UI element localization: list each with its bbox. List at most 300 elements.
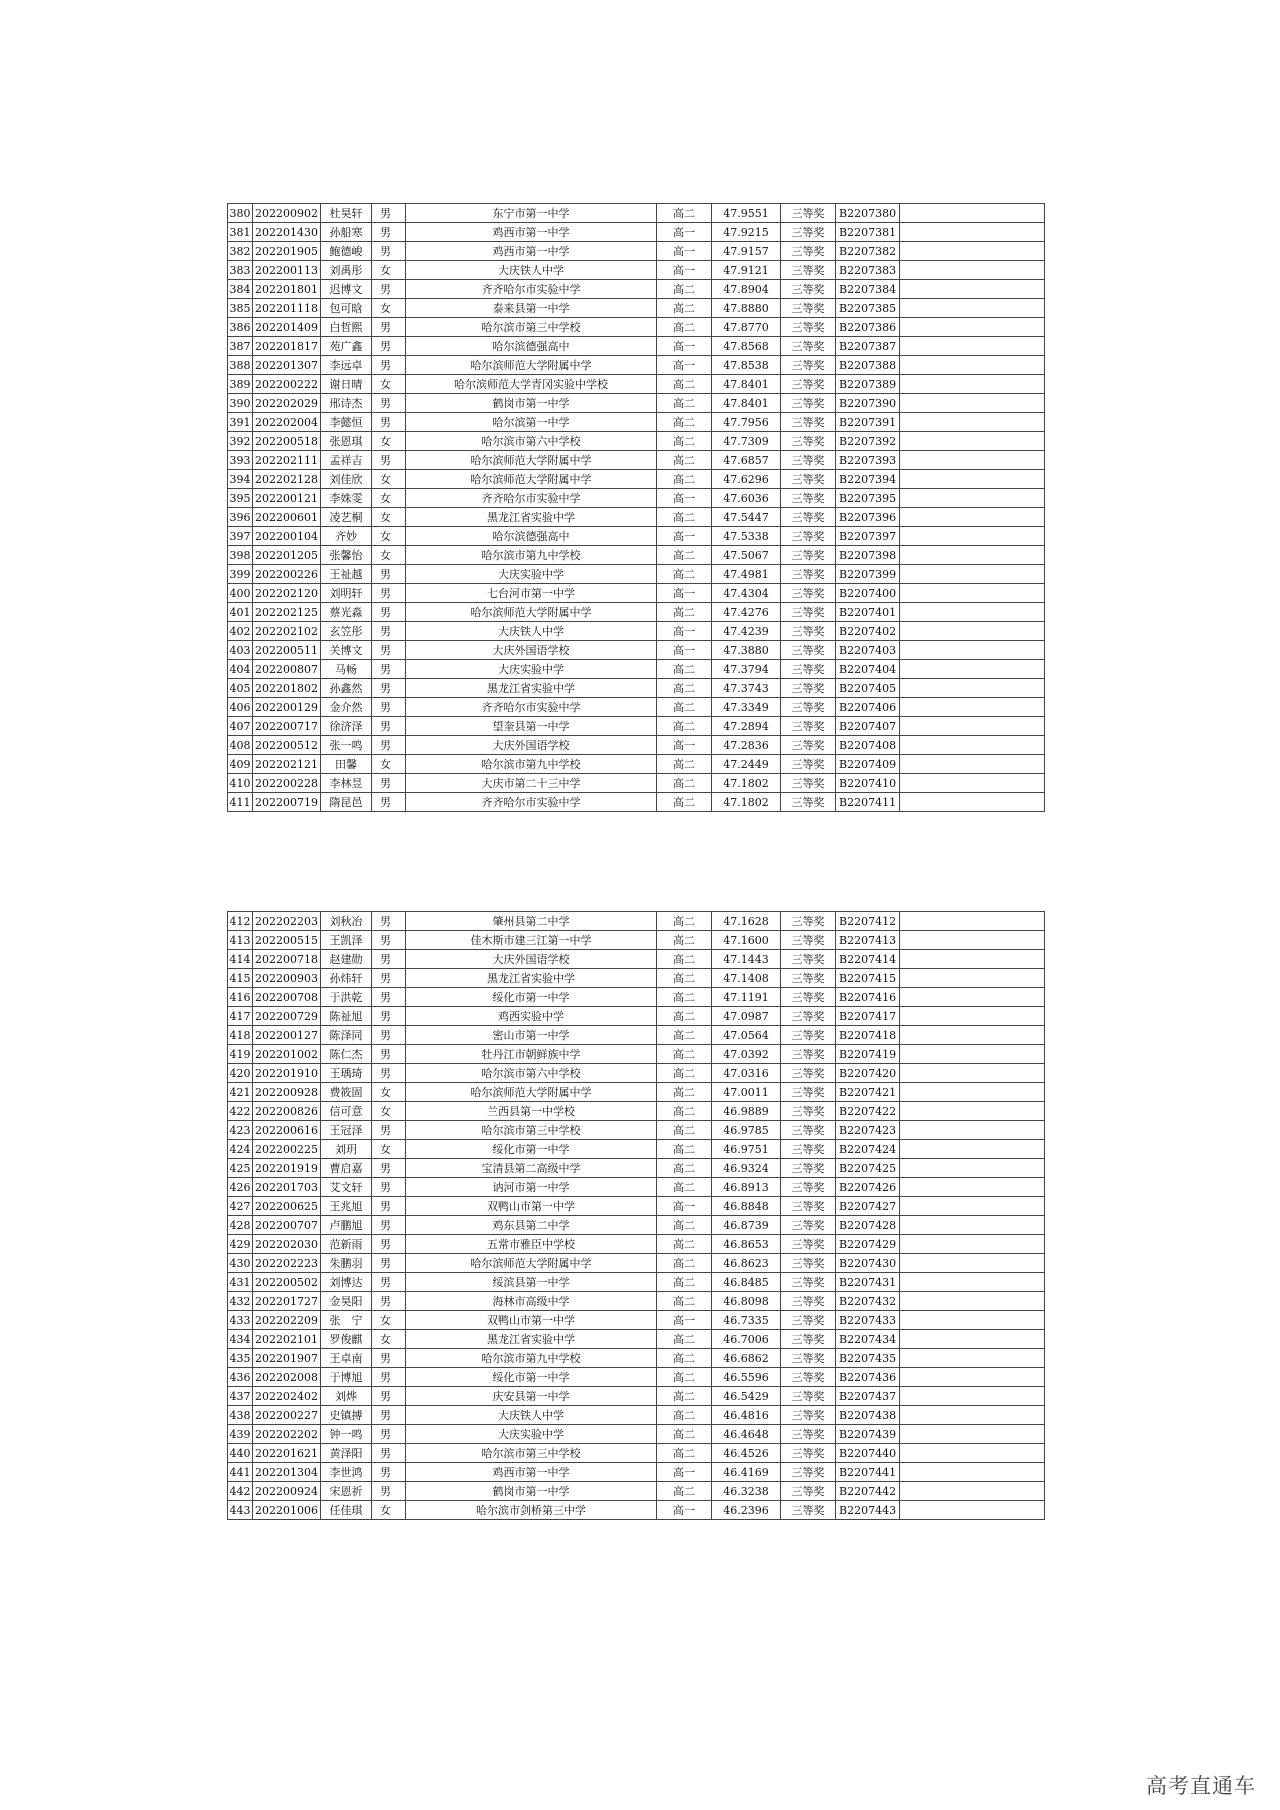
- id-cell: 202200928: [253, 1083, 321, 1102]
- school-cell: 双鸭山市第一中学: [406, 1311, 657, 1330]
- id-cell: 202201919: [253, 1159, 321, 1178]
- award-cell: 三等奖: [781, 793, 836, 812]
- rank-cell: 387: [228, 337, 253, 356]
- gender-cell: 男: [372, 1463, 406, 1482]
- score-cell: 46.2396: [712, 1501, 781, 1520]
- gender-cell: 女: [372, 299, 406, 318]
- name-cell: 赵建勋: [321, 950, 372, 969]
- rank-cell: 436: [228, 1368, 253, 1387]
- award-cell: 三等奖: [781, 1425, 836, 1444]
- gender-cell: 男: [372, 679, 406, 698]
- table-row: [228, 470, 1045, 489]
- empty-cell: [900, 1330, 1045, 1349]
- rank-cell: 393: [228, 451, 253, 470]
- rank-cell: 408: [228, 736, 253, 755]
- rank-cell: 441: [228, 1463, 253, 1482]
- table-row: [228, 1026, 1045, 1045]
- id-cell: 202201801: [253, 280, 321, 299]
- school-cell: 海林市高级中学: [406, 1292, 657, 1311]
- award-cell: 三等奖: [781, 584, 836, 603]
- score-cell: 47.8904: [712, 280, 781, 299]
- certificate-cell: B2207434: [836, 1330, 900, 1349]
- name-cell: 李远卓: [321, 356, 372, 375]
- empty-cell: [900, 432, 1045, 451]
- table-row: [228, 1387, 1045, 1406]
- id-cell: 202201727: [253, 1292, 321, 1311]
- gender-cell: 男: [372, 1159, 406, 1178]
- empty-cell: [900, 1007, 1045, 1026]
- rank-cell: 443: [228, 1501, 253, 1520]
- empty-cell: [900, 356, 1045, 375]
- empty-cell: [900, 489, 1045, 508]
- table-row: [228, 774, 1045, 793]
- empty-cell: [900, 1197, 1045, 1216]
- grade-cell: 高一: [657, 356, 712, 375]
- empty-cell: [900, 1368, 1045, 1387]
- name-cell: 金昊阳: [321, 1292, 372, 1311]
- id-cell: 202200511: [253, 641, 321, 660]
- rank-cell: 427: [228, 1197, 253, 1216]
- rank-cell: 403: [228, 641, 253, 660]
- award-cell: 三等奖: [781, 1178, 836, 1197]
- empty-cell: [900, 1140, 1045, 1159]
- certificate-cell: B2207414: [836, 950, 900, 969]
- award-cell: 三等奖: [781, 1406, 836, 1425]
- certificate-cell: B2207436: [836, 1368, 900, 1387]
- rank-cell: 425: [228, 1159, 253, 1178]
- award-cell: 三等奖: [781, 736, 836, 755]
- table-row: [228, 717, 1045, 736]
- award-cell: 三等奖: [781, 261, 836, 280]
- school-cell: 绥化市第一中学: [406, 988, 657, 1007]
- rank-cell: 430: [228, 1254, 253, 1273]
- rank-cell: 435: [228, 1349, 253, 1368]
- award-cell: 三等奖: [781, 546, 836, 565]
- id-cell: 202201817: [253, 337, 321, 356]
- score-cell: 46.8913: [712, 1178, 781, 1197]
- gender-cell: 女: [372, 1501, 406, 1520]
- school-cell: 大庆实验中学: [406, 1425, 657, 1444]
- school-cell: 哈尔滨市第九中学校: [406, 1349, 657, 1368]
- certificate-cell: B2207387: [836, 337, 900, 356]
- id-cell: 202200903: [253, 969, 321, 988]
- score-cell: 46.5429: [712, 1387, 781, 1406]
- id-cell: 202202111: [253, 451, 321, 470]
- school-cell: 黑龙江省实验中学: [406, 969, 657, 988]
- certificate-cell: B2207389: [836, 375, 900, 394]
- award-cell: 三等奖: [781, 1482, 836, 1501]
- grade-cell: 高二: [657, 660, 712, 679]
- empty-cell: [900, 1235, 1045, 1254]
- certificate-cell: B2207443: [836, 1501, 900, 1520]
- name-cell: 田馨: [321, 755, 372, 774]
- grade-cell: 高二: [657, 912, 712, 931]
- name-cell: 范新雨: [321, 1235, 372, 1254]
- score-cell: 46.5596: [712, 1368, 781, 1387]
- score-cell: 47.1408: [712, 969, 781, 988]
- table-row: [228, 356, 1045, 375]
- gender-cell: 男: [372, 1292, 406, 1311]
- id-cell: 202200104: [253, 527, 321, 546]
- id-cell: 202200222: [253, 375, 321, 394]
- school-cell: 兰西县第一中学校: [406, 1102, 657, 1121]
- id-cell: 202200729: [253, 1007, 321, 1026]
- score-cell: 47.4276: [712, 603, 781, 622]
- school-cell: 鸡西市第一中学: [406, 1463, 657, 1482]
- certificate-cell: B2207404: [836, 660, 900, 679]
- gender-cell: 男: [372, 793, 406, 812]
- school-cell: 讷河市第一中学: [406, 1178, 657, 1197]
- grade-cell: 高二: [657, 1083, 712, 1102]
- certificate-cell: B2207413: [836, 931, 900, 950]
- rank-cell: 426: [228, 1178, 253, 1197]
- score-cell: 47.4239: [712, 622, 781, 641]
- name-cell: 张恩琪: [321, 432, 372, 451]
- gender-cell: 男: [372, 1216, 406, 1235]
- empty-cell: [900, 622, 1045, 641]
- school-cell: 哈尔滨市第六中学校: [406, 432, 657, 451]
- score-cell: 47.0987: [712, 1007, 781, 1026]
- award-cell: 三等奖: [781, 1463, 836, 1482]
- rank-cell: 399: [228, 565, 253, 584]
- gender-cell: 男: [372, 1444, 406, 1463]
- award-cell: 三等奖: [781, 1235, 836, 1254]
- name-cell: 陈泽同: [321, 1026, 372, 1045]
- rank-cell: 420: [228, 1064, 253, 1083]
- school-cell: 鸡西市第一中学: [406, 223, 657, 242]
- name-cell: 孙船寒: [321, 223, 372, 242]
- score-cell: 46.8739: [712, 1216, 781, 1235]
- table-row: [228, 641, 1045, 660]
- score-cell: 47.4981: [712, 565, 781, 584]
- grade-cell: 高二: [657, 1368, 712, 1387]
- id-cell: 202200601: [253, 508, 321, 527]
- award-cell: 三等奖: [781, 1216, 836, 1235]
- school-cell: 大庆市第二十三中学: [406, 774, 657, 793]
- school-cell: 双鸭山市第一中学: [406, 1197, 657, 1216]
- score-cell: 46.6862: [712, 1349, 781, 1368]
- rank-cell: 401: [228, 603, 253, 622]
- table-row: [228, 1292, 1045, 1311]
- name-cell: 王祉越: [321, 565, 372, 584]
- certificate-cell: B2207393: [836, 451, 900, 470]
- id-cell: 202200129: [253, 698, 321, 717]
- id-cell: 202201118: [253, 299, 321, 318]
- score-cell: 47.3349: [712, 698, 781, 717]
- id-cell: 202200227: [253, 1406, 321, 1425]
- school-cell: 哈尔滨德强高中: [406, 527, 657, 546]
- grade-cell: 高一: [657, 736, 712, 755]
- gender-cell: 女: [372, 489, 406, 508]
- gender-cell: 男: [372, 912, 406, 931]
- rank-cell: 386: [228, 318, 253, 337]
- id-cell: 202200512: [253, 736, 321, 755]
- award-cell: 三等奖: [781, 451, 836, 470]
- id-cell: 202202120: [253, 584, 321, 603]
- table-row: [228, 603, 1045, 622]
- school-cell: 五常市雅臣中学校: [406, 1235, 657, 1254]
- award-cell: 三等奖: [781, 280, 836, 299]
- empty-cell: [900, 470, 1045, 489]
- id-cell: 202201621: [253, 1444, 321, 1463]
- rank-cell: 417: [228, 1007, 253, 1026]
- table-row: [228, 793, 1045, 812]
- table-row: [228, 1425, 1045, 1444]
- certificate-cell: B2207385: [836, 299, 900, 318]
- certificate-cell: B2207405: [836, 679, 900, 698]
- grade-cell: 高二: [657, 931, 712, 950]
- rank-cell: 384: [228, 280, 253, 299]
- grade-cell: 高二: [657, 280, 712, 299]
- school-cell: 哈尔滨市第三中学校: [406, 1444, 657, 1463]
- grade-cell: 高二: [657, 1349, 712, 1368]
- gender-cell: 男: [372, 698, 406, 717]
- school-cell: 哈尔滨市第九中学校: [406, 546, 657, 565]
- school-cell: 绥化市第一中学: [406, 1140, 657, 1159]
- school-cell: 鹤岗市第一中学: [406, 1482, 657, 1501]
- award-cell: 三等奖: [781, 622, 836, 641]
- award-cell: 三等奖: [781, 660, 836, 679]
- certificate-cell: B2207408: [836, 736, 900, 755]
- certificate-cell: B2207426: [836, 1178, 900, 1197]
- award-cell: 三等奖: [781, 1102, 836, 1121]
- school-cell: 哈尔滨师范大学附属中学: [406, 470, 657, 489]
- gender-cell: 男: [372, 1254, 406, 1273]
- school-cell: 望奎县第一中学: [406, 717, 657, 736]
- gender-cell: 男: [372, 584, 406, 603]
- gender-cell: 男: [372, 204, 406, 223]
- empty-cell: [900, 1482, 1045, 1501]
- gender-cell: 男: [372, 1406, 406, 1425]
- gender-cell: 男: [372, 1064, 406, 1083]
- certificate-cell: B2207403: [836, 641, 900, 660]
- certificate-cell: B2207425: [836, 1159, 900, 1178]
- award-table-body: [228, 204, 1045, 812]
- certificate-cell: B2207409: [836, 755, 900, 774]
- name-cell: 于博旭: [321, 1368, 372, 1387]
- award-cell: 三等奖: [781, 508, 836, 527]
- table-row: [228, 1235, 1045, 1254]
- score-cell: 46.9751: [712, 1140, 781, 1159]
- school-cell: 七台河市第一中学: [406, 584, 657, 603]
- table-row: [228, 950, 1045, 969]
- gender-cell: 男: [372, 931, 406, 950]
- score-cell: 47.5067: [712, 546, 781, 565]
- award-cell: 三等奖: [781, 375, 836, 394]
- empty-cell: [900, 1444, 1045, 1463]
- table-row: [228, 204, 1045, 223]
- gender-cell: 女: [372, 508, 406, 527]
- name-cell: 迟博文: [321, 280, 372, 299]
- grade-cell: 高二: [657, 1140, 712, 1159]
- gender-cell: 男: [372, 1349, 406, 1368]
- school-cell: 庆安县第一中学: [406, 1387, 657, 1406]
- rank-cell: 396: [228, 508, 253, 527]
- id-cell: 202200228: [253, 774, 321, 793]
- award-cell: 三等奖: [781, 912, 836, 931]
- name-cell: 张馨怡: [321, 546, 372, 565]
- score-cell: 47.3794: [712, 660, 781, 679]
- school-cell: 黑龙江省实验中学: [406, 679, 657, 698]
- table-row: [228, 1330, 1045, 1349]
- id-cell: 202200502: [253, 1273, 321, 1292]
- award-cell: 三等奖: [781, 223, 836, 242]
- empty-cell: [900, 546, 1045, 565]
- score-cell: 47.8538: [712, 356, 781, 375]
- empty-cell: [900, 261, 1045, 280]
- rank-cell: 412: [228, 912, 253, 931]
- empty-cell: [900, 299, 1045, 318]
- empty-cell: [900, 1387, 1045, 1406]
- gender-cell: 男: [372, 413, 406, 432]
- gender-cell: 男: [372, 603, 406, 622]
- grade-cell: 高一: [657, 337, 712, 356]
- grade-cell: 高一: [657, 1311, 712, 1330]
- name-cell: 刘佳欣: [321, 470, 372, 489]
- award-cell: 三等奖: [781, 1197, 836, 1216]
- rank-cell: 388: [228, 356, 253, 375]
- certificate-cell: B2207418: [836, 1026, 900, 1045]
- name-cell: 刘禹彤: [321, 261, 372, 280]
- name-cell: 孙鑫然: [321, 679, 372, 698]
- certificate-cell: B2207419: [836, 1045, 900, 1064]
- score-cell: 47.6036: [712, 489, 781, 508]
- table-row: [228, 394, 1045, 413]
- certificate-cell: B2207382: [836, 242, 900, 261]
- id-cell: 202202121: [253, 755, 321, 774]
- certificate-cell: B2207417: [836, 1007, 900, 1026]
- table-row: [228, 527, 1045, 546]
- rank-cell: 406: [228, 698, 253, 717]
- empty-cell: [900, 950, 1045, 969]
- rank-cell: 385: [228, 299, 253, 318]
- rank-cell: 414: [228, 950, 253, 969]
- empty-cell: [900, 527, 1045, 546]
- school-cell: 鸡西市第一中学: [406, 242, 657, 261]
- score-cell: 47.4304: [712, 584, 781, 603]
- award-cell: 三等奖: [781, 950, 836, 969]
- award-table-page-2: [227, 911, 1045, 1520]
- award-cell: 三等奖: [781, 489, 836, 508]
- grade-cell: 高二: [657, 451, 712, 470]
- empty-cell: [900, 660, 1045, 679]
- gender-cell: 男: [372, 660, 406, 679]
- table-row: [228, 1406, 1045, 1425]
- score-cell: 47.7956: [712, 413, 781, 432]
- school-cell: 齐齐哈尔市实验中学: [406, 793, 657, 812]
- award-cell: 三等奖: [781, 1121, 836, 1140]
- empty-cell: [900, 1463, 1045, 1482]
- grade-cell: 高二: [657, 755, 712, 774]
- certificate-cell: B2207439: [836, 1425, 900, 1444]
- school-cell: 哈尔滨市第三中学校: [406, 318, 657, 337]
- table-row: [228, 223, 1045, 242]
- score-cell: 46.8848: [712, 1197, 781, 1216]
- table-row: [228, 1216, 1045, 1235]
- rank-cell: 404: [228, 660, 253, 679]
- school-cell: 大庆外国语学校: [406, 736, 657, 755]
- id-cell: 202201802: [253, 679, 321, 698]
- empty-cell: [900, 1083, 1045, 1102]
- rank-cell: 424: [228, 1140, 253, 1159]
- name-cell: 金介然: [321, 698, 372, 717]
- grade-cell: 高二: [657, 1235, 712, 1254]
- grade-cell: 高二: [657, 1007, 712, 1026]
- id-cell: 202201703: [253, 1178, 321, 1197]
- school-cell: 哈尔滨第一中学: [406, 413, 657, 432]
- name-cell: 张一鸣: [321, 736, 372, 755]
- score-cell: 46.4816: [712, 1406, 781, 1425]
- id-cell: 202202202: [253, 1425, 321, 1444]
- school-cell: 大庆外国语学校: [406, 641, 657, 660]
- rank-cell: 390: [228, 394, 253, 413]
- score-cell: 46.9785: [712, 1121, 781, 1140]
- rank-cell: 434: [228, 1330, 253, 1349]
- certificate-cell: B2207442: [836, 1482, 900, 1501]
- grade-cell: 高二: [657, 1254, 712, 1273]
- id-cell: 202200924: [253, 1482, 321, 1501]
- id-cell: 202200807: [253, 660, 321, 679]
- school-cell: 哈尔滨市第六中学校: [406, 1064, 657, 1083]
- name-cell: 关博文: [321, 641, 372, 660]
- table-row: [228, 261, 1045, 280]
- name-cell: 曹启嘉: [321, 1159, 372, 1178]
- gender-cell: 男: [372, 1045, 406, 1064]
- grade-cell: 高一: [657, 584, 712, 603]
- id-cell: 202201905: [253, 242, 321, 261]
- award-cell: 三等奖: [781, 698, 836, 717]
- school-cell: 东宁市第一中学: [406, 204, 657, 223]
- name-cell: 杜昊轩: [321, 204, 372, 223]
- gender-cell: 男: [372, 950, 406, 969]
- empty-cell: [900, 912, 1045, 931]
- id-cell: 202200826: [253, 1102, 321, 1121]
- gender-cell: 男: [372, 1007, 406, 1026]
- certificate-cell: B2207430: [836, 1254, 900, 1273]
- grade-cell: 高一: [657, 489, 712, 508]
- award-cell: 三等奖: [781, 318, 836, 337]
- award-cell: 三等奖: [781, 1311, 836, 1330]
- certificate-cell: B2207383: [836, 261, 900, 280]
- school-cell: 大庆实验中学: [406, 660, 657, 679]
- name-cell: 王瑀琦: [321, 1064, 372, 1083]
- gender-cell: 男: [372, 969, 406, 988]
- table-row: [228, 508, 1045, 527]
- gender-cell: 男: [372, 280, 406, 299]
- id-cell: 202200113: [253, 261, 321, 280]
- name-cell: 李懿恒: [321, 413, 372, 432]
- gender-cell: 女: [372, 1330, 406, 1349]
- table-row: [228, 755, 1045, 774]
- certificate-cell: B2207416: [836, 988, 900, 1007]
- gender-cell: 男: [372, 451, 406, 470]
- name-cell: 宋恩祈: [321, 1482, 372, 1501]
- name-cell: 于洪乾: [321, 988, 372, 1007]
- table-row: [228, 736, 1045, 755]
- award-cell: 三等奖: [781, 1007, 836, 1026]
- table-row: [228, 1045, 1045, 1064]
- id-cell: 202200518: [253, 432, 321, 451]
- rank-cell: 413: [228, 931, 253, 950]
- score-cell: 46.4648: [712, 1425, 781, 1444]
- table-row: [228, 1140, 1045, 1159]
- certificate-cell: B2207384: [836, 280, 900, 299]
- school-cell: 大庆外国语学校: [406, 950, 657, 969]
- school-cell: 黑龙江省实验中学: [406, 1330, 657, 1349]
- gender-cell: 女: [372, 546, 406, 565]
- name-cell: 蔡光淼: [321, 603, 372, 622]
- award-cell: 三等奖: [781, 1292, 836, 1311]
